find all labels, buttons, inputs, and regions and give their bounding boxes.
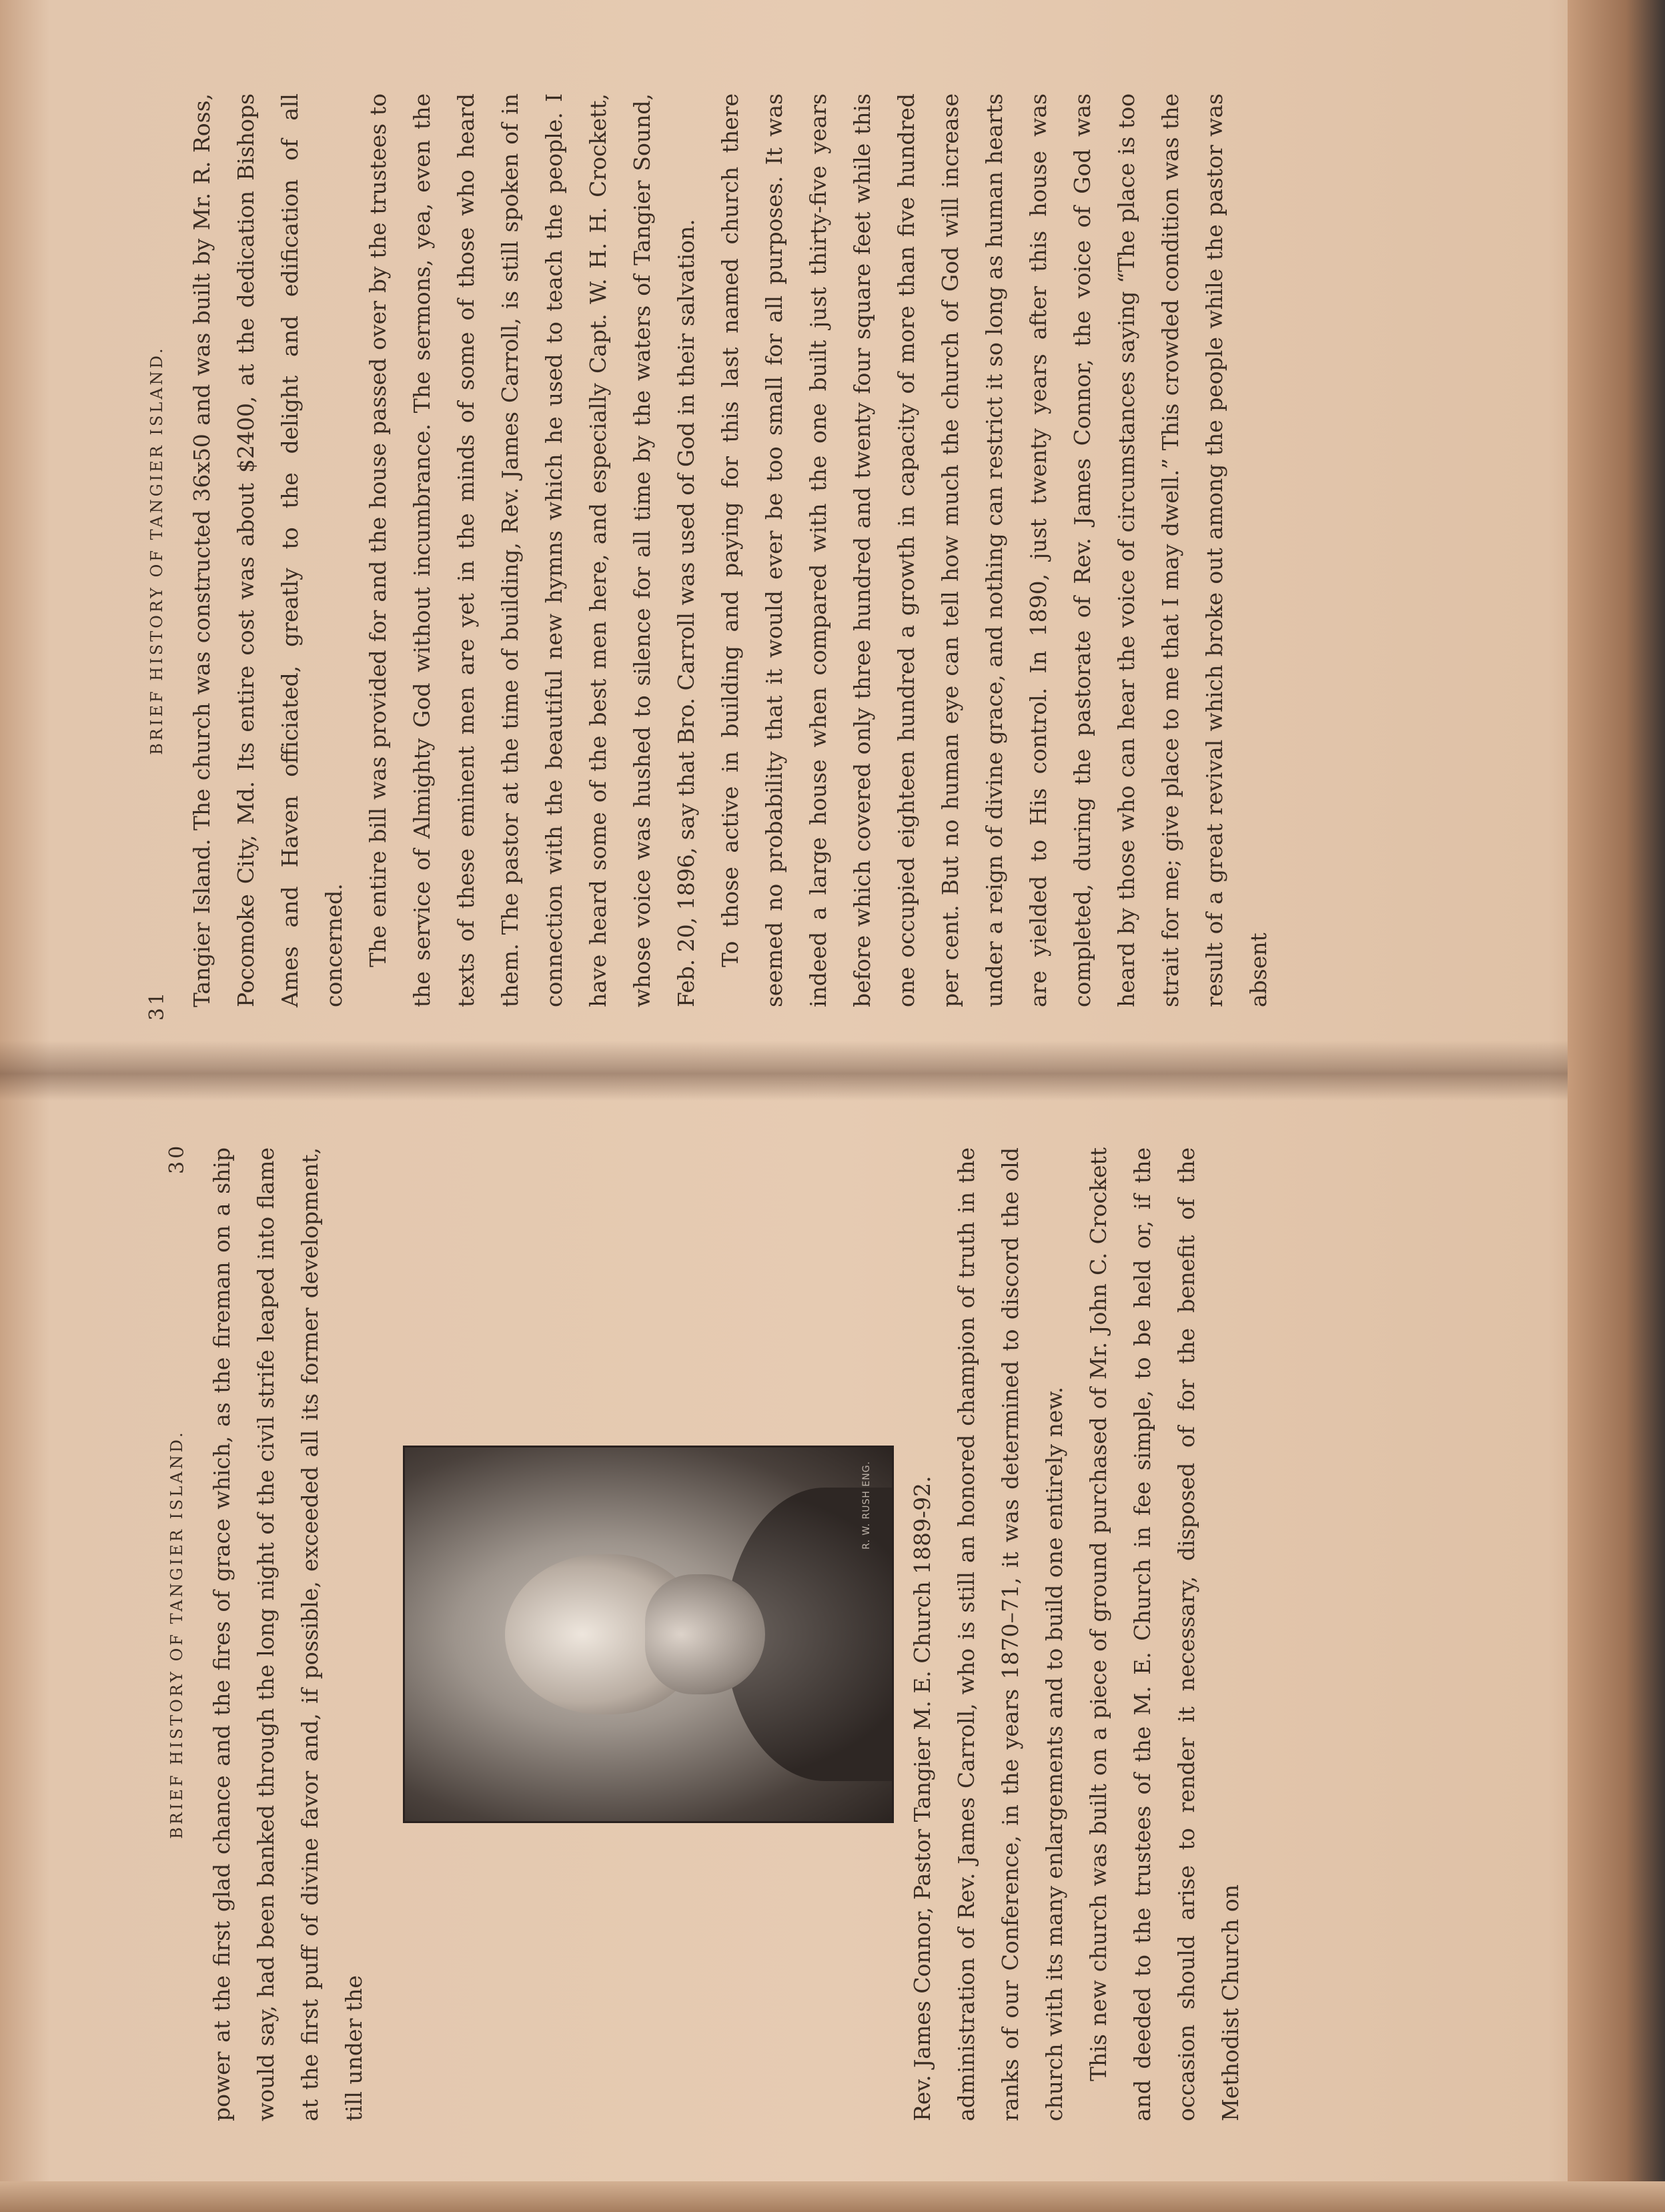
paragraph: administration of Rev. James Carroll, who is still an honored champion of truth in the ranks of our Conference, in the years 1870–71, it was determined to discord the old church with its many enlargements and to build one entirely new. — [953, 1147, 1067, 2121]
paragraph: To those active in building and paying for this last named church there seemed no probability that it would ever be too small for all purposes. It was indeed a large house when compared with the one built just thirty-five years before which covered only three hundred and twenty four square feet while this one occupied eighteen hundred a growth in capacity of more than five hundred per cent. But no human eye can tell how much the church of God will increase under a reign of divine grace, and nothing can restrict it so long as human hearts are yielded to His control. In 1890, just twenty years after this house was completed, during the pastorate of Rev. James Connor, the voice of God was heard by those who can hear the voice of circumstances saying “The place is too strait for me; give place to me that I may dwell.” This crowded condition was the result of a great revival which broke out among the people while the pastor was absent — [717, 93, 1271, 1007]
running-head: BRIEF HISTORY OF TANGIER ISLAND. — [147, 346, 166, 755]
page-body — [200, 1134, 1253, 2135]
page-30 — [153, 1134, 1454, 2135]
engraver-credit: R. W. RUSH ENG. — [861, 1461, 872, 1550]
book-gutter — [0, 1041, 1574, 1101]
page-edge-bottom — [0, 2181, 1665, 2212]
paragraph: Tangier Island. The church was constructed 36x50 and was built by Mr. R. Ross, Pocomoke City, Md. Its entire cost was about $2400, at the dedication Bishops Ames and Haven officiated, greatly to the delight and edification of all concerned. — [189, 93, 347, 1007]
page-number: 31 — [145, 989, 169, 1021]
page-31 — [133, 80, 1434, 1021]
paragraph: The entire bill was provided for and the house passed over by the trustees to the service of Almighty God without incumbrance. The sermons, yea, even the texts of these eminent men are yet in the minds of some of those who heard them. The pastor at the time of building, Rev. James Carroll, is still spoken of in connection with the beautiful new hymns which he used to teach the people. I have heard some of the best men here, and especially Capt. W. H. H. Crockett, whose voice was hushed to silence for all time by the waters of Tangier Sound, Feb. 20, 1896, say that Bro. Carroll was used of God in their salvation. — [365, 93, 699, 1007]
page-header — [133, 80, 180, 1021]
page-number: 30 — [165, 1143, 189, 1174]
paragraph: This new church was built on a piece of ground purchased of Mr. John C. Crockett and deeded to the trustees of the M. E. Church in fee simple, to be held or, if the occasion should arise to render it necessary, disposed of for the benefit of the Methodist Church on — [1085, 1147, 1243, 2121]
portrait-caption: Rev. James Connor, Pastor Tangier M. E. Church 1889-92. — [909, 1476, 935, 2121]
running-head: BRIEF HISTORY OF TANGIER ISLAND. — [167, 1430, 186, 1839]
page-edge-right — [1568, 0, 1665, 2212]
page-body — [180, 80, 1281, 1021]
paragraph: power at the first glad chance and the fires of grace which, as the fireman on a ship would say, had been banked through the long night of the civil strife leaped into flame at the first puff of divine favor and, if possible, exceeded all its former development, till under the — [209, 1147, 367, 2121]
portrait-photo — [403, 1446, 894, 1823]
page-header — [153, 1134, 200, 2135]
